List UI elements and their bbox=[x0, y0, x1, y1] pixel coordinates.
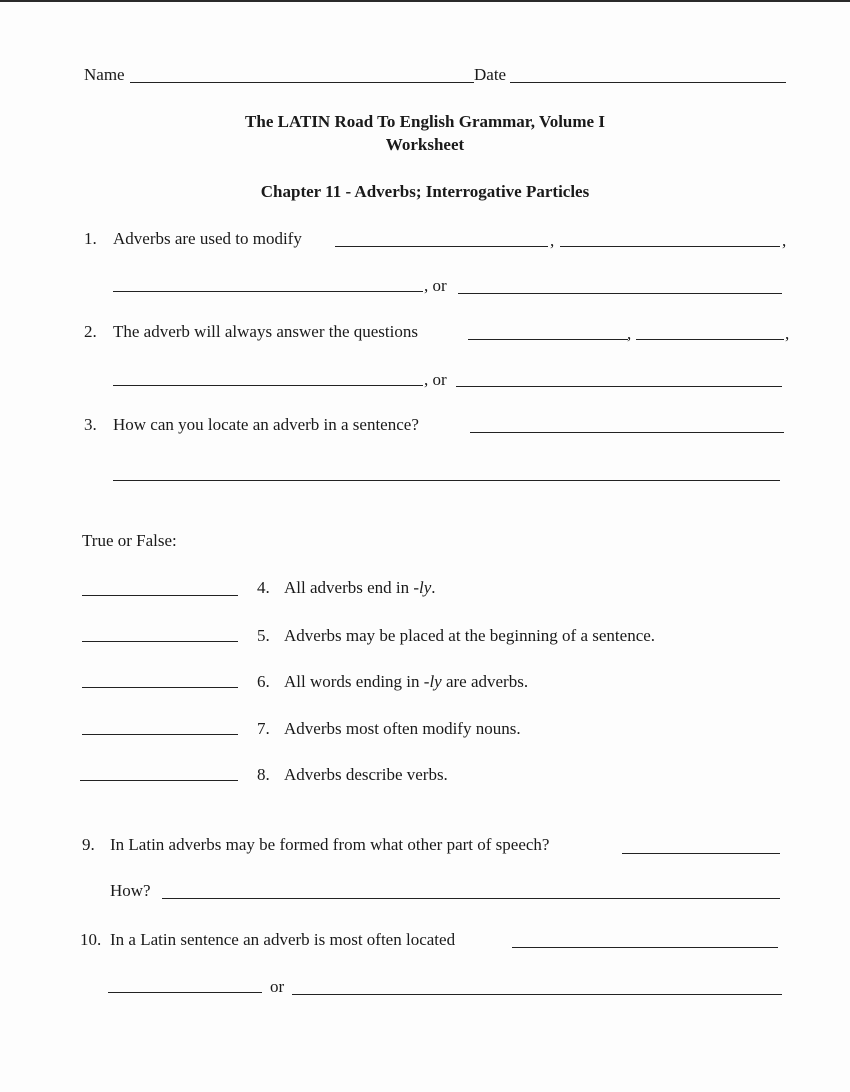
q9-answer[interactable] bbox=[622, 853, 780, 854]
q10-answer-1[interactable] bbox=[512, 947, 778, 948]
q10-answer-3[interactable] bbox=[292, 994, 782, 995]
q1-or: , or bbox=[424, 276, 447, 295]
tf-blank-5[interactable] bbox=[82, 641, 238, 642]
q1-answer-4[interactable] bbox=[458, 293, 782, 294]
q1-answer-3[interactable] bbox=[113, 291, 423, 292]
q1-number: 1. bbox=[84, 229, 97, 248]
tf-blank-8[interactable] bbox=[80, 780, 238, 781]
q2-text: The adverb will always answer the questions bbox=[113, 322, 418, 341]
q1-comma-2: , bbox=[782, 231, 787, 250]
q1-answer-1[interactable] bbox=[335, 246, 548, 247]
q3-text: How can you locate an adverb in a sentence? bbox=[113, 415, 419, 434]
page-top-edge bbox=[0, 0, 850, 2]
chapter-title: Chapter 11 - Adverbs; Interrogative Particles bbox=[260, 182, 590, 201]
q3-answer-1[interactable] bbox=[470, 432, 784, 433]
name-label: Name bbox=[84, 65, 125, 84]
q9-how-answer[interactable] bbox=[162, 898, 780, 899]
q3-number: 3. bbox=[84, 415, 97, 434]
q2-answer-1[interactable] bbox=[468, 339, 628, 340]
q1-text: Adverbs are used to modify bbox=[113, 229, 302, 248]
tf-blank-4[interactable] bbox=[82, 595, 238, 596]
true-false-heading: True or False: bbox=[82, 531, 177, 550]
tf-number-8: 8. bbox=[257, 765, 270, 784]
tf-number-7: 7. bbox=[257, 719, 270, 738]
tf-statement-7: Adverbs most often modify nouns. bbox=[284, 719, 521, 738]
q2-comma-2: , bbox=[785, 324, 790, 343]
tf-number-4: 4. bbox=[257, 578, 270, 597]
q10-text: In a Latin sentence an adverb is most often located bbox=[110, 930, 456, 949]
worksheet-subtitle: Worksheet bbox=[385, 135, 465, 154]
q9-number: 9. bbox=[82, 835, 95, 854]
tf-number-5: 5. bbox=[257, 626, 270, 645]
q2-number: 2. bbox=[84, 322, 97, 341]
q10-or: or bbox=[270, 977, 285, 996]
q9-text: In Latin adverbs may be formed from what other part of speech? bbox=[110, 835, 550, 854]
q3-answer-2[interactable] bbox=[113, 480, 780, 481]
tf-blank-7[interactable] bbox=[82, 734, 238, 735]
q2-answer-3[interactable] bbox=[113, 385, 423, 386]
q9-how-label: How? bbox=[110, 881, 151, 900]
date-label: Date bbox=[474, 65, 507, 84]
tf-number-6: 6. bbox=[257, 672, 270, 691]
q2-comma-1: , bbox=[627, 324, 632, 343]
q2-answer-4[interactable] bbox=[456, 386, 782, 387]
q2-answer-2[interactable] bbox=[636, 339, 784, 340]
tf-statement-8: Adverbs describe verbs. bbox=[284, 765, 448, 784]
q2-or: , or bbox=[424, 370, 447, 389]
name-field[interactable] bbox=[130, 82, 474, 83]
worksheet-title: The LATIN Road To English Grammar, Volume I bbox=[245, 112, 605, 131]
q10-answer-2[interactable] bbox=[108, 992, 262, 993]
tf-statement-6: All words ending in -ly are adverbs. bbox=[284, 672, 529, 691]
date-field[interactable] bbox=[510, 82, 786, 83]
q1-comma-1: , bbox=[550, 231, 555, 250]
tf-statement-4: All adverbs end in -ly. bbox=[284, 578, 436, 597]
q1-answer-2[interactable] bbox=[560, 246, 780, 247]
tf-blank-6[interactable] bbox=[82, 687, 238, 688]
q10-number: 10. bbox=[80, 930, 102, 949]
tf-statement-5: Adverbs may be placed at the beginning of a sentence. bbox=[284, 626, 656, 645]
